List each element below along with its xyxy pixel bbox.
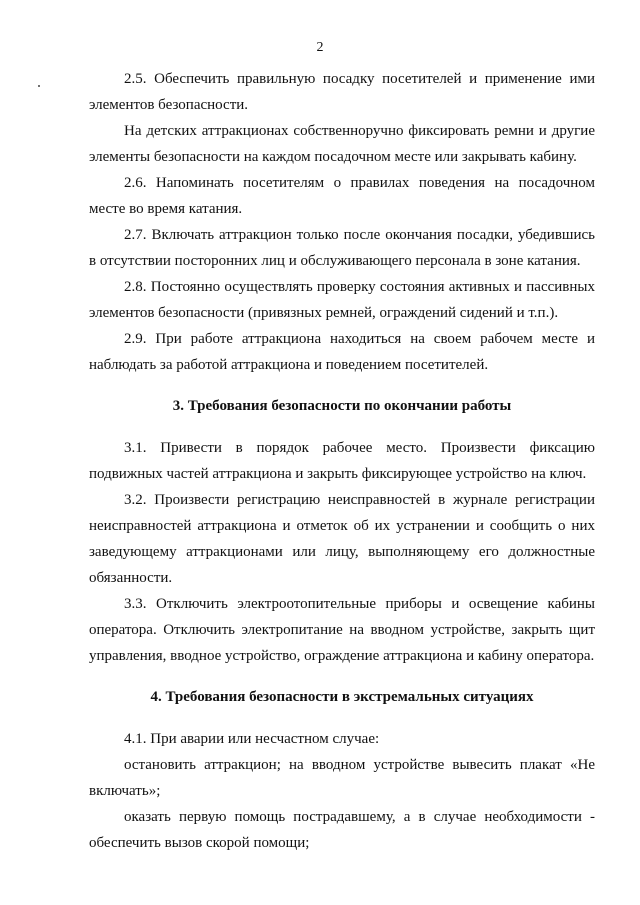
- paragraph-2-9: 2.9. При работе аттракциона находиться на своем рабочем месте и наблюдать за работой аттракциона и поведением посетителей.: [89, 331, 595, 373]
- document-body: [89, 66, 595, 856]
- paragraph-children-rides: На детских аттракционах собственноручно фиксировать ремни и другие элементы безопасности на каждом посадочном месте или закрывать кабину.: [89, 123, 595, 165]
- paragraph-2-8: 2.8. Постоянно осуществлять проверку состояния активных и пассивных элементов безопасности (привязных ремней, ограждений сидений и т.п.).: [89, 279, 595, 321]
- scan-speck: [38, 85, 40, 87]
- paragraph-first-aid: оказать первую помощь пострадавшему, а в случае необходимости - обеспечить вызов скорой помощи;: [89, 809, 595, 851]
- paragraph-2-7: 2.7. Включать аттракцион только после окончания посадки, убедившись в отсутствии посторонних лиц и обслуживающего персонала в зоне катания.: [89, 227, 595, 269]
- section-4-heading: 4. Требования безопасности в экстремальных ситуациях: [150, 689, 534, 705]
- paragraph-2-6: 2.6. Напоминать посетителям о правилах поведения на посадочном месте во время катания.: [89, 175, 595, 217]
- paragraph-3-1: 3.1. Привести в порядок рабочее место. Произвести фиксацию подвижных частей аттракциона и закрыть фиксирующее устройство на ключ.: [89, 440, 595, 482]
- paragraph-3-2: 3.2. Произвести регистрацию неисправностей в журнале регистрации неисправностей аттракциона и отметок об их устранении и сообщить о них заведующему аттракционами или лицу, выполняющему его должностные обязанности.: [89, 492, 595, 586]
- paragraph-stop-ride: остановить аттракцион; на вводном устройстве вывесить плакат «Не включать»;: [89, 757, 595, 799]
- paragraph-3-3: 3.3. Отключить электроотопительные приборы и освещение кабины оператора. Отключить электропитание на вводном устройстве, закрыть щит управления, вводное устройство, ограждение аттракциона и кабину оператора.: [89, 596, 595, 664]
- paragraph-2-5: 2.5. Обеспечить правильную посадку посетителей и применение ими элементов безопасности.: [89, 71, 595, 113]
- paragraph-4-1: 4.1. При аварии или несчастном случае:: [124, 731, 380, 747]
- section-3-heading: 3. Требования безопасности по окончании работы: [172, 398, 512, 414]
- page-number: 2: [316, 40, 324, 55]
